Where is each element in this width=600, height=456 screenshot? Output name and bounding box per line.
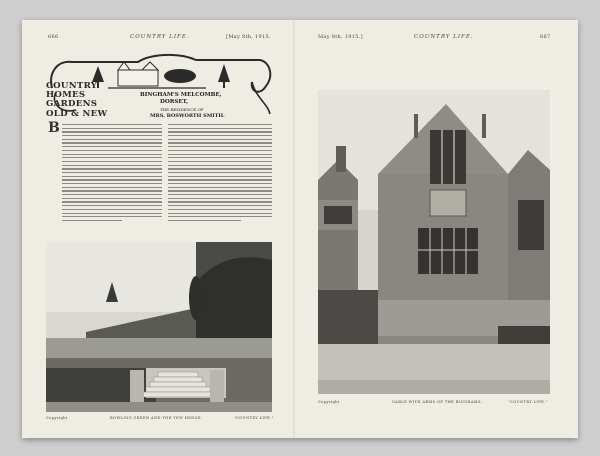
left-page-number: 666: [48, 34, 59, 40]
article-county: DORSET,: [160, 99, 189, 105]
right-page: [296, 20, 578, 438]
series-title-line: OLD & NEW: [46, 108, 108, 119]
series-title-line: GARDENS: [46, 99, 98, 110]
drop-cap: B: [48, 120, 60, 136]
right-photo-credit-right: "COUNTRY LIFE.": [508, 400, 548, 404]
bowling-green-photo: [46, 242, 272, 412]
magazine-spread: [22, 20, 578, 438]
text-column-2: [168, 124, 272, 224]
article-heading: [140, 92, 270, 120]
right-photo-credit: Copyright: [318, 400, 340, 404]
right-date: May 8th, 1915.]: [318, 34, 363, 40]
left-running-head: COUNTRY LIFE.: [130, 34, 190, 40]
left-photo-caption: BOWLING GREEN AND THE YEW HEDGE.: [110, 416, 203, 420]
article-title: BINGHAM'S MELCOMBE,: [140, 92, 222, 98]
right-page-number: 667: [540, 34, 551, 40]
series-title-line: HOMES: [46, 90, 86, 101]
article-subtitle: THE RESIDENCE OF: [160, 107, 204, 112]
left-page: [22, 20, 295, 438]
left-photo-credit-right: "COUNTRY LIFE.": [234, 416, 274, 420]
gable-photo: [318, 90, 550, 394]
left-photo-credit: Copyright: [46, 416, 68, 420]
right-photo-caption: GABLE WITH ARMS OF THE BINGHAMS.: [392, 400, 483, 404]
text-column-1: [62, 124, 162, 224]
article-owner: MRS. BOSWORTH SMITH.: [150, 113, 225, 119]
series-title: [46, 82, 130, 119]
right-running-head: COUNTRY LIFE.: [414, 34, 474, 40]
left-date: [May 8th, 1915.: [226, 34, 271, 40]
series-title-line: COUNTRY: [46, 81, 98, 91]
